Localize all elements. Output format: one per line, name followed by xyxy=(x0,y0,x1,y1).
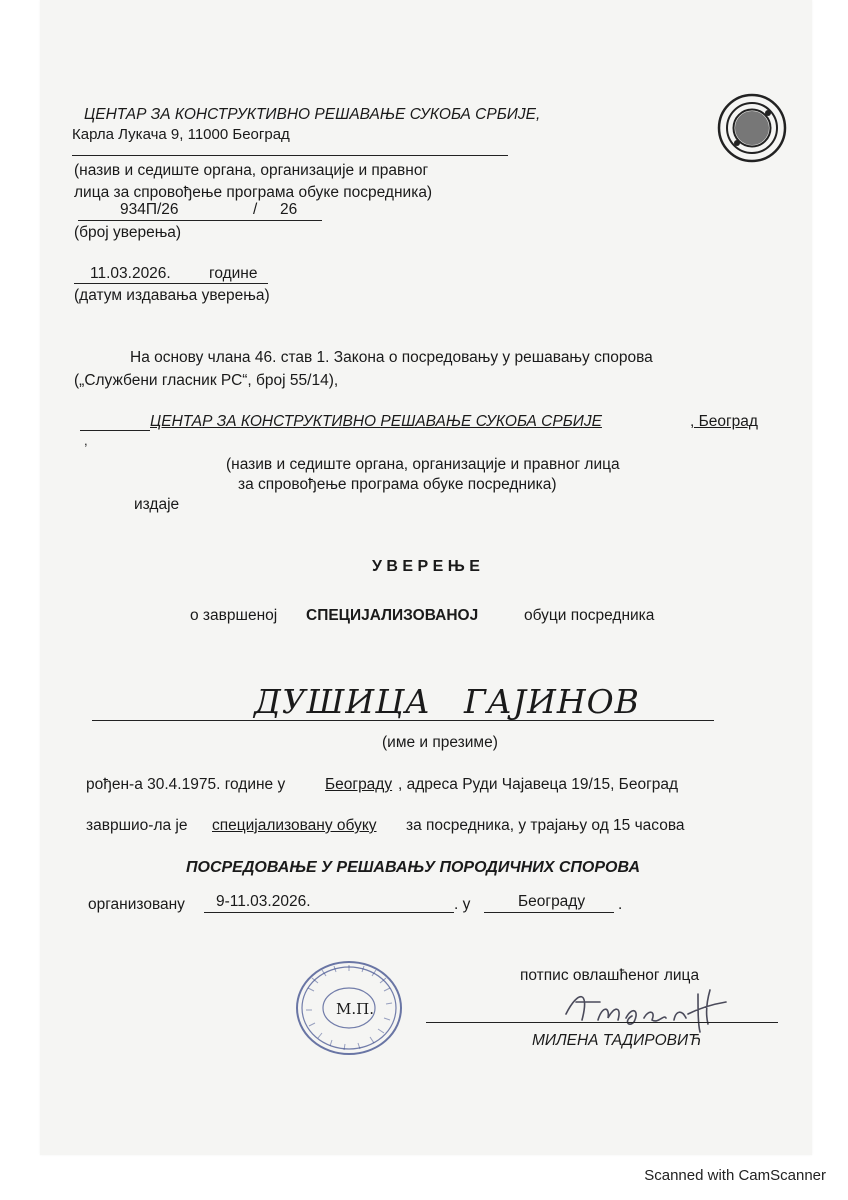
signatory-name: МИЛЕНА ТАДИРОВИЋ xyxy=(532,1032,702,1049)
issuer-line-caption-line1: (назив и седиште органа, организације и правног лица xyxy=(226,456,620,473)
person-last-name: ГАЈИНОВ xyxy=(464,682,640,721)
legal-basis-line2: („Службени гласник РС“, број 55/14), xyxy=(74,372,339,389)
organized-line-end: . xyxy=(618,896,623,913)
issuer-address: Карла Лукача 9, 11000 Београд xyxy=(72,126,290,143)
certificate-number-separator: / xyxy=(253,201,258,218)
issuer-line-lead-rule xyxy=(80,430,150,431)
person-name-rule xyxy=(92,720,714,721)
issuer-line-caption-line2: за спровођење програма обуке посредника) xyxy=(238,476,557,493)
issuer-name: ЦЕНТАР ЗА КОНСТРУКТИВНО РЕШАВАЊЕ СУКОБА СРБИЈЕ, xyxy=(84,106,541,123)
scanner-watermark: Scanned with CamScanner xyxy=(644,1167,826,1184)
organized-place-rule xyxy=(484,912,614,913)
subtitle-bold: СПЕЦИЈАЛИЗОВАНОЈ xyxy=(306,607,479,624)
organization-logo xyxy=(716,92,788,164)
issues-verb: издаје xyxy=(134,496,180,513)
organized-line-dates: 9-11.03.2026. xyxy=(216,893,311,910)
certificate-number-caption: (број уверења) xyxy=(74,224,182,241)
birth-line-prefix: рођен-а 30.4.1975. године у xyxy=(86,776,286,793)
issuer-caption-line1: (назив и седиште органа, организације и правног xyxy=(74,162,429,179)
course-title: ПОСРЕДОВАЊЕ У РЕШАВАЊУ ПОРОДИЧНИХ СПОРОВА xyxy=(186,859,640,876)
organized-line-prefix: организовану xyxy=(88,896,185,913)
certificate-number-rule xyxy=(78,220,322,221)
organized-line-place: Београду xyxy=(518,893,586,910)
issuer-caption-line2: лица за спровођење програма обуке посредника) xyxy=(74,184,433,201)
organized-dates-rule xyxy=(204,912,454,913)
subtitle-suffix: обуци посредника xyxy=(524,607,655,624)
issuer-line-name: ЦЕНТАР ЗА КОНСТРУКТИВНО РЕШАВАЊЕ СУКОБА СРБИЈЕ xyxy=(150,413,602,430)
person-name-caption: (име и презиме) xyxy=(382,734,498,751)
birth-line-place: Београду xyxy=(325,776,393,793)
issuer-rule xyxy=(72,155,508,156)
handwritten-signature xyxy=(548,980,748,1040)
completion-line-prefix: завршио-ла је xyxy=(86,817,188,834)
legal-basis-line1: На основу члана 46. став 1. Закона о посредовању у решавању спорова xyxy=(130,349,653,366)
certificate-number-right: 26 xyxy=(280,201,298,218)
issuer-line-comma: , xyxy=(84,433,88,448)
person-first-name: ДУШИЦА xyxy=(254,682,431,721)
certificate-title: У В Е Р Е Њ Е xyxy=(372,558,480,575)
completion-line-underlined: специјализовану обуку xyxy=(212,817,377,834)
issue-date-caption: (датум издавања уверења) xyxy=(74,287,270,304)
signature-caption: потпис овлашћеног лица xyxy=(520,967,700,984)
issue-date-suffix: године xyxy=(209,265,258,282)
organized-line-separator: . у xyxy=(454,896,471,913)
certificate-number-left: 934П/26 xyxy=(120,201,179,218)
issuer-line-city: , Београд xyxy=(690,413,758,430)
birth-line-suffix: , адреса Руди Чајавеца 19/15, Београд xyxy=(398,776,679,793)
stamp-label: М.П. xyxy=(336,1000,374,1018)
completion-line-suffix: за посредника, у трајању од 15 часова xyxy=(406,817,685,834)
issue-date-value: 11.03.2026. xyxy=(90,265,171,282)
signature-rule xyxy=(426,1022,778,1023)
issue-date-rule xyxy=(74,283,268,284)
subtitle-prefix: о завршеној xyxy=(190,607,278,624)
